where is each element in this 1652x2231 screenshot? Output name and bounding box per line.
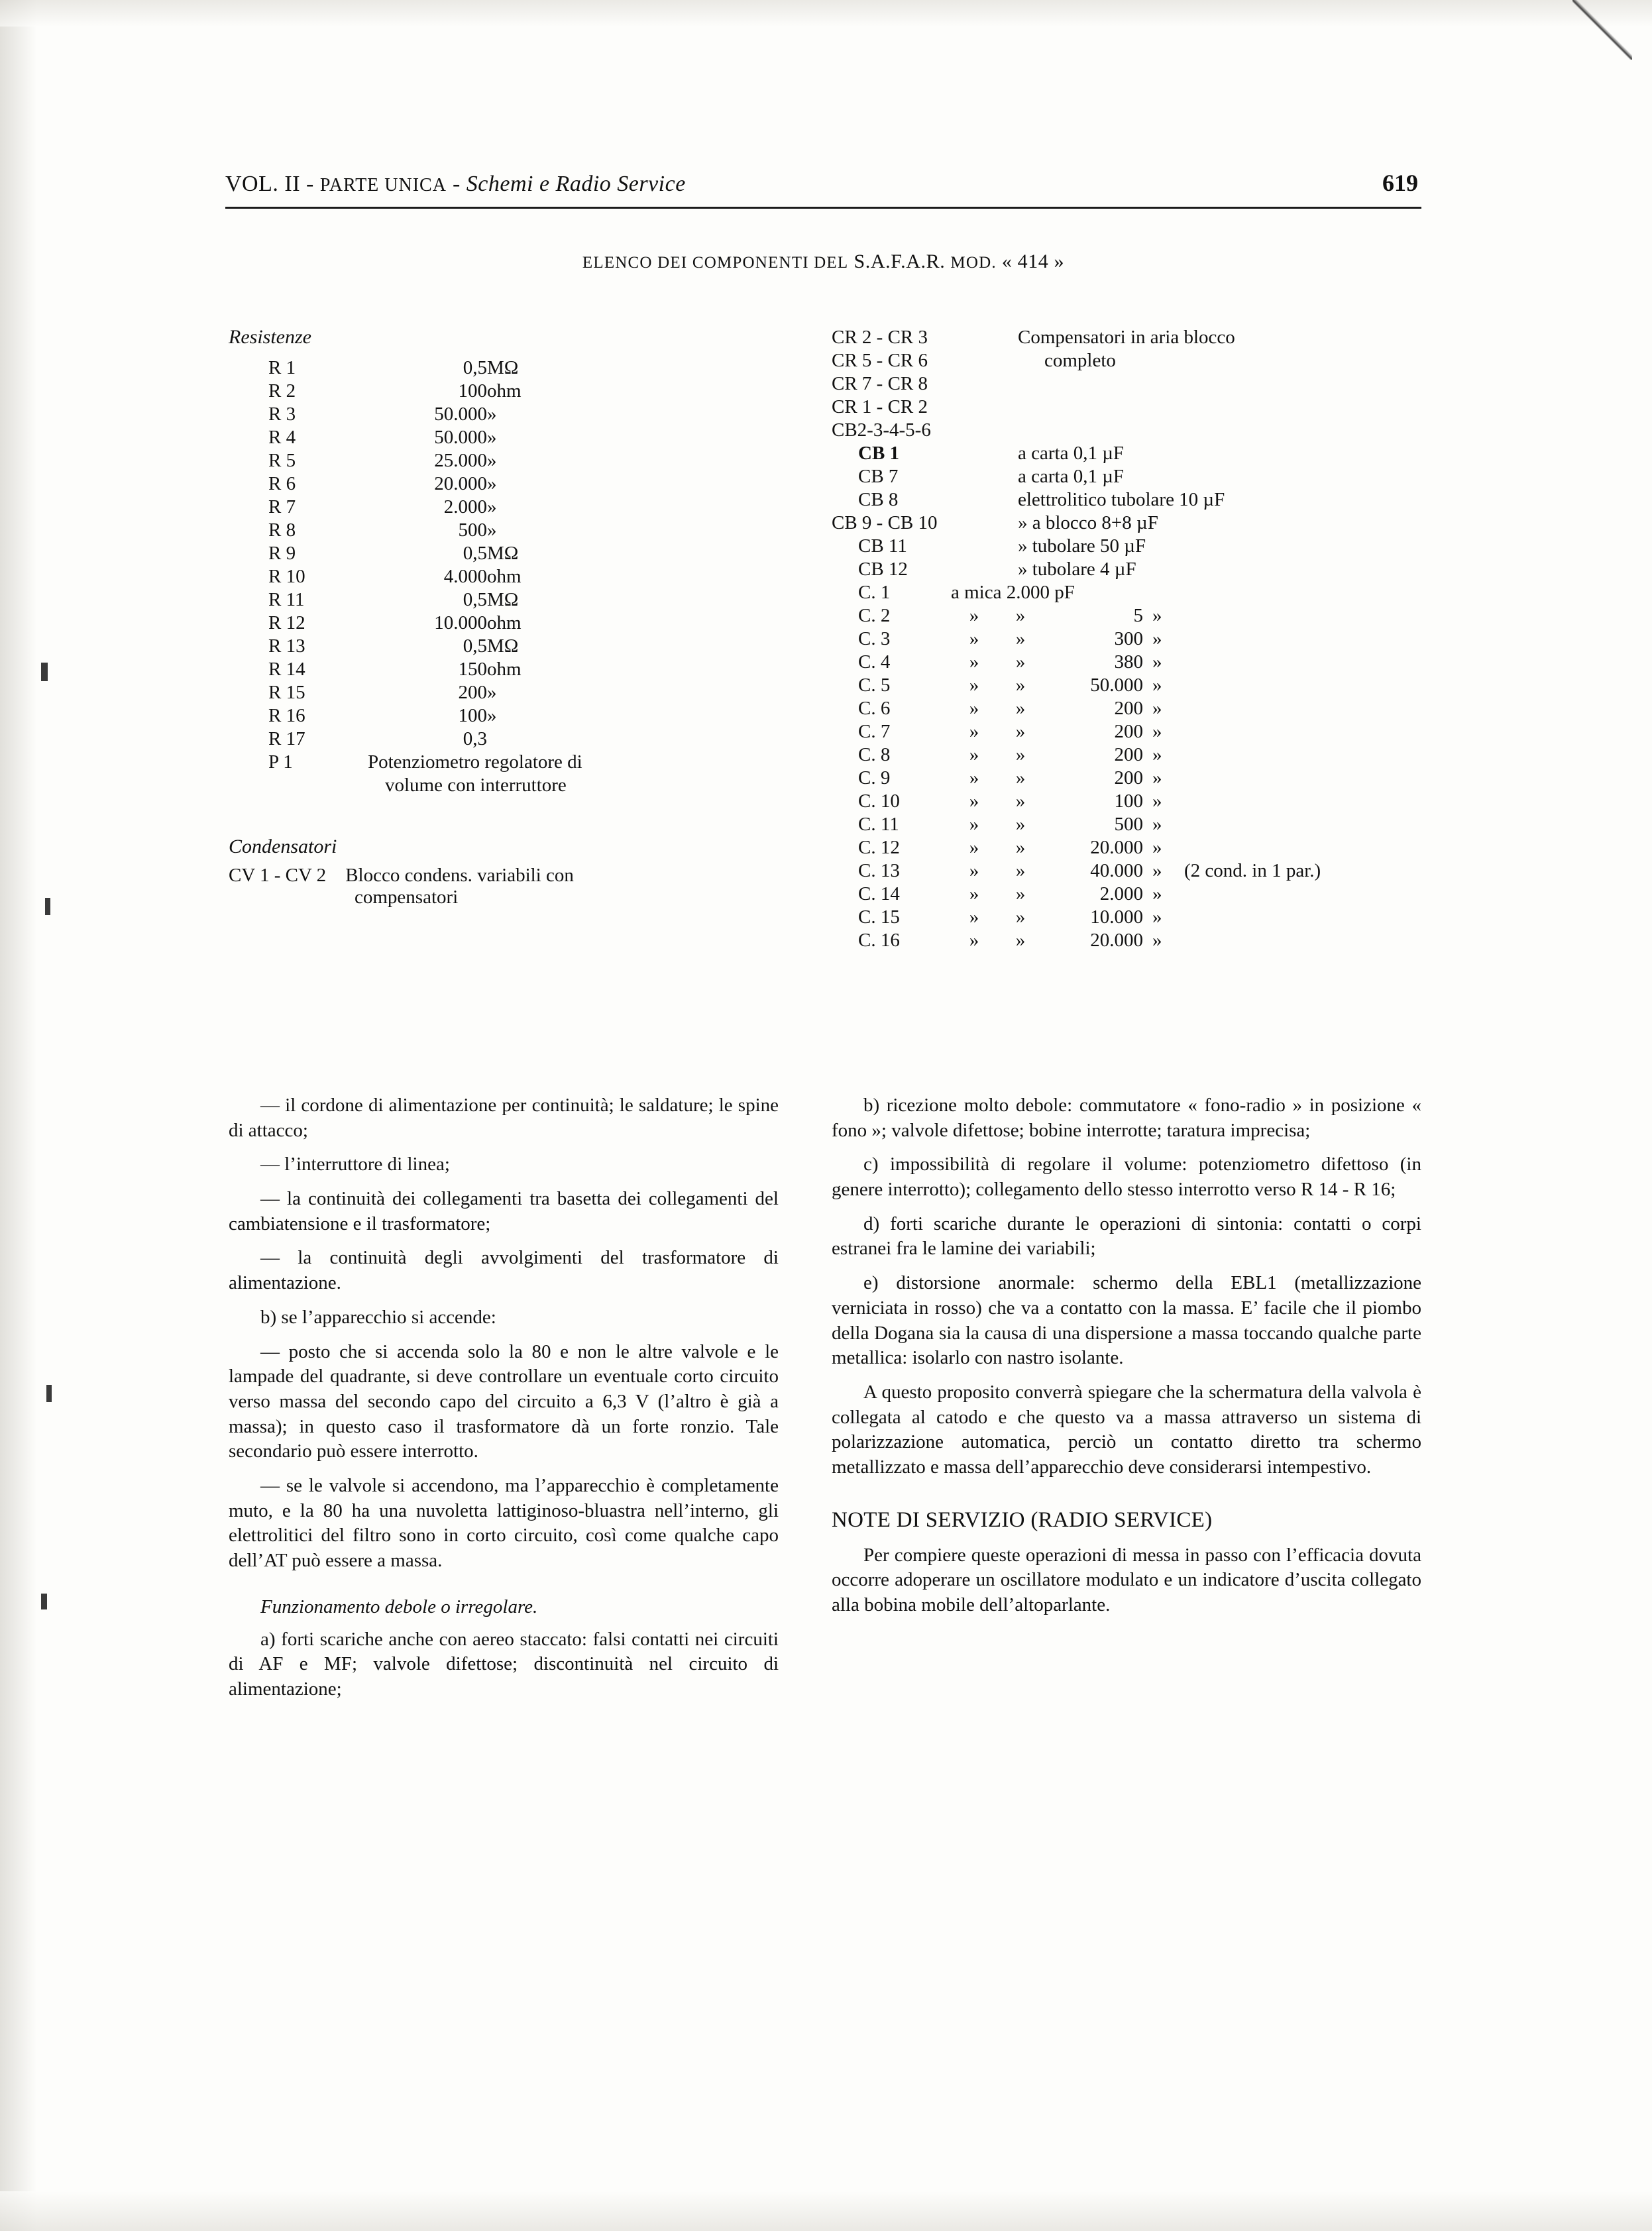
cr-cb-table (832, 326, 1235, 581)
margin-speck (46, 1385, 52, 1402)
part-ref: R 6 (268, 473, 296, 494)
part-ref: R 8 (268, 519, 296, 541)
table-row (268, 403, 582, 426)
paragraph: — l’interruttore di linea; (260, 1154, 450, 1175)
ditto-mark-2: » (1015, 744, 1026, 765)
paragraph: — la continuità degli avvolgimenti del trasformatore di alimentazione. (229, 1247, 779, 1294)
part-value: 500 (1114, 814, 1143, 835)
part-unit: » (1152, 651, 1162, 673)
ditto-mark-2: » (1015, 698, 1026, 719)
paragraph: — se le valvole si accendono, ma l’apparecchio è completamente muto, e la 80 ha una nuvoletta lattiginoso-bluastra nell’interno, gli elettrolitici del filtro sono in corto circuito, così come qualche capo dell’AT può essere a massa. (229, 1474, 779, 1571)
part-ref: CR 7 - CR 8 (832, 373, 928, 394)
ditto-mark-2: » (1015, 906, 1026, 928)
table-row (268, 612, 582, 635)
right-text-column (832, 1093, 1421, 1627)
part-unit: » (487, 682, 497, 703)
note-di-servizio-heading: NOTE DI SERVIZIO (RADIO SERVICE) (832, 1507, 1213, 1532)
ditto-mark-2: » (1015, 721, 1026, 742)
part-ref: C. 3 (858, 628, 891, 649)
part-unit: » (487, 473, 497, 494)
part-unit: » (1152, 906, 1162, 928)
part-value: 4.000 (443, 566, 487, 587)
part-ref: R 2 (268, 380, 296, 402)
part-ref: CR 5 - CR 6 (832, 350, 928, 371)
part-value: 500 (458, 519, 487, 541)
part-unit: » (1152, 605, 1162, 626)
part-ref: C. 12 (858, 837, 900, 858)
table-row (832, 859, 1321, 883)
left-text-column (229, 1093, 779, 1712)
ditto-mark-2: » (1015, 930, 1026, 951)
part-value: 50.000 (434, 427, 487, 448)
part-ref: CR 2 - CR 3 (832, 327, 928, 348)
table-row (832, 396, 1235, 419)
part-unit: » (1152, 628, 1162, 649)
c-capacitor-table (832, 581, 1321, 952)
table-row (268, 426, 582, 449)
part-description (1014, 372, 1235, 396)
part-unit: » (1152, 767, 1162, 789)
ditto-mark-1: » (969, 744, 979, 765)
table-row (268, 542, 582, 565)
paragraph: a) forti scariche anche con aereo staccato: falsi contatti nei circuiti di AF e MF; valvole difettose; discontinuità nel circuito di alimentazione; (229, 1628, 779, 1700)
ditto-mark-1: » (969, 628, 979, 649)
table-row (832, 372, 1235, 396)
page-number: 619 (1382, 170, 1418, 196)
cv-desc-1: Blocco condens. variabili con (345, 865, 574, 886)
part-ref: R 1 (268, 357, 296, 378)
part-value: 0,5 (463, 589, 487, 610)
table-row (832, 627, 1321, 651)
part-ref: R 4 (268, 427, 296, 448)
ditto-mark-2: » (1015, 628, 1026, 649)
table-row (832, 767, 1321, 790)
part-value: 100 (458, 705, 487, 726)
ditto-mark-1: » (969, 698, 979, 719)
cv-desc-2: compensatori (355, 887, 459, 908)
part-unit (487, 728, 582, 751)
resistenze-heading: Resistenze (229, 326, 311, 348)
part-description: » a blocco 8+8 µF (1018, 512, 1158, 533)
table-row (832, 349, 1235, 372)
ditto-mark-1: » (969, 930, 979, 951)
condensatori-block (229, 836, 779, 908)
part-note (1179, 883, 1321, 906)
header-rule (225, 207, 1421, 209)
part-ref: C. 13 (858, 860, 900, 881)
part-value: 200 (458, 682, 487, 703)
table-row (268, 472, 582, 496)
table-row (832, 326, 1235, 349)
part-value: 20.000 (434, 473, 487, 494)
part-value: 0,3 (463, 728, 487, 749)
resistenze-table (268, 356, 582, 797)
ditto-mark-2: » (1015, 883, 1026, 904)
part-ref: R 14 (268, 659, 305, 680)
list-title-prefix: ELENCO DEI COMPONENTI DEL (582, 254, 849, 272)
table-row (832, 581, 1321, 604)
part-note (1179, 743, 1321, 767)
part-unit: » (1152, 698, 1162, 719)
paragraph: — la continuità dei collegamenti tra basetta dei collegamenti del cambiatensione e il trasformatore; (229, 1188, 779, 1234)
table-row (268, 356, 582, 380)
ditto-mark-1: » (969, 837, 979, 858)
margin-speck (41, 663, 48, 681)
paragraph: — il cordone di alimentazione per continuità; le saldature; le spine di attacco; (229, 1095, 779, 1141)
paragraph: b) se l’apparecchio si accende: (260, 1306, 496, 1328)
part-description: a carta 0,1 µF (1018, 443, 1125, 464)
part-note (1179, 627, 1321, 651)
paragraph: Per compiere queste operazioni di messa in passo con l’efficacia dovuta occorre adoperare un oscillatore modulato e un indicatore d’uscita collegato alla bobina mobile dell’altoparlante. (832, 1544, 1421, 1615)
table-row (832, 465, 1235, 488)
part-note (1179, 604, 1321, 627)
table-row (832, 604, 1321, 627)
part-ref: R 10 (268, 566, 305, 587)
part-value: 10.000 (1090, 906, 1143, 928)
part-description (1014, 396, 1235, 419)
part-description-cont: volume con interruttore (385, 775, 567, 796)
header-subtitle: Schemi e Radio Service (466, 172, 686, 196)
condensatori-heading: Condensatori (229, 836, 337, 857)
part-ref: C. 8 (858, 744, 891, 765)
scan-corner-mark (1572, 0, 1632, 60)
part-unit: ohm (487, 380, 522, 402)
part-value: 5 (1133, 605, 1143, 626)
part-ref: C. 2 (858, 605, 891, 626)
list-title-model: S.A.F.A.R. (854, 250, 946, 272)
table-row (832, 929, 1321, 952)
table-row (832, 743, 1321, 767)
part-ref: CB 9 - CB 10 (832, 512, 938, 533)
ditto-mark-2: » (1015, 837, 1026, 858)
table-row (268, 681, 582, 704)
table-row (268, 565, 582, 588)
part-unit: ohm (487, 566, 522, 587)
part-ref: CB 7 (858, 466, 899, 487)
part-ref: CB 11 (858, 535, 907, 557)
part-ref: C. 1 (858, 582, 891, 603)
part-note (1179, 790, 1321, 813)
table-row (832, 790, 1321, 813)
part-ref: C. 7 (858, 721, 891, 742)
table-row (268, 449, 582, 472)
part-description: elettrolitico tubolare 10 µF (1018, 489, 1225, 510)
ditto-mark-2: » (1015, 675, 1026, 696)
part-unit: » (487, 519, 497, 541)
part-value: 380 (1114, 651, 1143, 673)
table-row (268, 728, 582, 751)
part-value: 10.000 (434, 612, 487, 633)
part-ref: CR 1 - CR 2 (832, 396, 928, 417)
table-row (832, 535, 1235, 558)
part-ref: C. 4 (858, 651, 891, 673)
part-ref: P 1 (268, 751, 293, 773)
part-value: 100 (458, 380, 487, 402)
part-value: 50.000 (434, 404, 487, 425)
paragraph: — posto che si accenda solo la 80 e non le altre valvole e le lampade del quadrante, si deve controllare un eventuale corto circuito verso massa del secondo capo del circuito a 6,3 V (l’altro è già a massa); in questo caso il trasformatore dà un forte ronzio. Tale secondario può essere interrotto. (229, 1340, 779, 1462)
part-unit: MΩ (487, 589, 519, 610)
ditto-mark-1: » (969, 675, 979, 696)
part-unit: ohm (487, 659, 522, 680)
ditto-mark-2: » (1015, 651, 1026, 673)
part-note: (2 cond. in 1 par.) (1184, 860, 1321, 881)
table-row (832, 651, 1321, 674)
ditto-mark-2: » (1015, 605, 1026, 626)
part-ref: C. 5 (858, 675, 891, 696)
table-row (268, 635, 582, 658)
part-note (1179, 720, 1321, 743)
table-row (832, 488, 1235, 512)
part-value: 200 (1114, 721, 1143, 742)
part-value: 200 (1114, 744, 1143, 765)
part-unit: » (1152, 675, 1162, 696)
table-row (268, 774, 582, 797)
table-row (832, 419, 1235, 442)
table-row (268, 588, 582, 612)
table-row (832, 883, 1321, 906)
ditto-mark-2: » (1015, 814, 1026, 835)
part-ref: C. 6 (858, 698, 891, 719)
part-ref: CB 12 (858, 559, 908, 580)
part-unit: » (1152, 721, 1162, 742)
header-parte: PARTE UNICA (319, 175, 447, 195)
left-parts-column (229, 326, 779, 908)
table-row (832, 442, 1235, 465)
part-ref: R 17 (268, 728, 305, 749)
ditto-mark-1: » (969, 721, 979, 742)
part-note (1179, 929, 1321, 952)
part-value: 150 (458, 659, 487, 680)
scan-edge-left (0, 0, 37, 2231)
table-row (832, 558, 1235, 581)
part-description (1014, 419, 1235, 442)
ditto-mark-2: » (1015, 790, 1026, 812)
part-value: 2.000 (1099, 883, 1143, 904)
table-row (268, 704, 582, 728)
part-ref: C. 11 (858, 814, 899, 835)
ditto-mark-1: » (969, 790, 979, 812)
part-unit: MΩ (487, 543, 519, 564)
part-note (1179, 906, 1321, 929)
ditto-mark-1: » (969, 860, 979, 881)
paragraph: e) distorsione anormale: schermo della EBL1 (metallizzazione verniciata in rosso) che va a contatto con la massa. E’ facile che il piombo della Dogana sia la causa di una dispersione a massa toccando qualche parte metallica: isolarlo con nastro isolante. (832, 1272, 1421, 1369)
ditto-mark-1: » (969, 883, 979, 904)
part-ref: R 5 (268, 450, 296, 471)
part-description: a carta 0,1 µF (1018, 466, 1125, 487)
ditto-mark-1: » (969, 906, 979, 928)
table-row (268, 751, 582, 774)
part-unit: » (1152, 930, 1162, 951)
ditto-mark-2: » (1015, 767, 1026, 789)
paragraph: b) ricezione molto debole: commutatore « fono-radio » in posizione « fono »; valvole difettose; bobine interrotte; taratura imprecisa; (832, 1095, 1421, 1141)
list-title-mod-value: « 414 » (1001, 250, 1065, 272)
part-ref: R 12 (268, 612, 305, 633)
part-note (1179, 697, 1321, 720)
part-value: 200 (1114, 698, 1143, 719)
part-description: completo (1044, 350, 1116, 371)
part-value: 25.000 (434, 450, 487, 471)
part-unit: » (487, 496, 497, 517)
part-unit: » (1152, 837, 1162, 858)
table-row (268, 658, 582, 681)
paragraph: c) impossibilità di regolare il volume: potenziometro difettoso (in genere interrotto); collegamento dello stesso interrotto verso R 14 - R 16; (832, 1154, 1421, 1201)
header-vol: VOL. II (225, 172, 301, 196)
table-row (268, 380, 582, 403)
part-value: 100 (1114, 790, 1143, 812)
margin-speck (45, 898, 50, 915)
part-unit: » (1152, 744, 1162, 765)
table-row (832, 906, 1321, 929)
subheading-funzionamento: Funzionamento debole o irregolare. (260, 1596, 538, 1617)
table-row (832, 836, 1321, 859)
header-sep-2: - (452, 172, 461, 196)
part-unit: » (487, 450, 497, 471)
components-list-title (225, 250, 1421, 273)
ditto-mark-1: » (969, 767, 979, 789)
part-ref: R 11 (268, 589, 305, 610)
table-row (832, 674, 1321, 697)
table-row (832, 697, 1321, 720)
part-value: 2.000 (443, 496, 487, 517)
part-ref: C. 9 (858, 767, 891, 789)
part-description: » tubolare 4 µF (1018, 559, 1136, 580)
part-value: 20.000 (1090, 930, 1143, 951)
part-note (1179, 813, 1321, 836)
part-value: 0,5 (463, 635, 487, 657)
scan-edge-top (0, 0, 1652, 27)
part-note (1179, 767, 1321, 790)
ditto-mark-1: » (969, 651, 979, 673)
part-value: 0,5 (463, 543, 487, 564)
part-ref: C. 15 (858, 906, 900, 928)
list-title-mod-word: MOD. (950, 254, 997, 272)
part-unit: » (1152, 814, 1162, 835)
part-unit: » (1152, 883, 1162, 904)
part-ref: C. 10 (858, 790, 900, 812)
paragraph: d) forti scariche durante le operazioni di sintonia: contatti o corpi estranei fra le lamine dei variabili; (832, 1213, 1421, 1260)
ditto-mark-1: » (969, 605, 979, 626)
page-header (225, 169, 1418, 197)
right-parts-column (832, 326, 1421, 952)
part-unit: MΩ (487, 357, 519, 378)
part-value: 300 (1114, 628, 1143, 649)
part-note (1179, 651, 1321, 674)
cv-ref: CV 1 - CV 2 (229, 865, 327, 886)
part-description: a mica 2.000 pF (951, 582, 1075, 603)
table-row (268, 519, 582, 542)
part-unit: » (1152, 860, 1162, 881)
part-ref: C. 14 (858, 883, 900, 904)
part-ref: CB2-3-4-5-6 (832, 419, 931, 441)
part-ref: R 16 (268, 705, 305, 726)
cv-line (229, 865, 779, 887)
paragraph: A questo proposito converrà spiegare che la schermatura della valvola è collegata al catodo e che questo va a massa attraverso un sistema di polarizzazione automatica, perciò un contatto diretto tra schermo metallizzato e massa dell’apparecchio deve considerarsi intempestivo. (832, 1381, 1421, 1478)
header-title (225, 172, 686, 197)
part-unit: » (487, 404, 497, 425)
table-row (832, 720, 1321, 743)
part-ref: C. 16 (858, 930, 900, 951)
table-row (268, 496, 582, 519)
part-ref: CB 8 (858, 489, 899, 510)
ditto-mark-1: » (969, 814, 979, 835)
part-description: Compensatori in aria blocco (1018, 327, 1235, 348)
part-unit: » (487, 705, 497, 726)
margin-speck (41, 1594, 47, 1609)
part-value: 200 (1114, 767, 1143, 789)
part-note (1179, 836, 1321, 859)
part-value: 20.000 (1090, 837, 1143, 858)
part-value: 40.000 (1090, 860, 1143, 881)
table-row (832, 813, 1321, 836)
part-description: » tubolare 50 µF (1018, 535, 1146, 557)
part-unit: ohm (487, 612, 522, 633)
part-unit: » (487, 427, 497, 448)
part-value: 0,5 (463, 357, 487, 378)
scan-edge-bottom (0, 2191, 1652, 2231)
part-unit: MΩ (487, 635, 519, 657)
part-description: Potenziometro regolatore di (368, 751, 582, 773)
part-ref: R 7 (268, 496, 296, 517)
part-ref: R 13 (268, 635, 305, 657)
part-note (1179, 674, 1321, 697)
part-unit: » (1152, 790, 1162, 812)
part-ref: CB 1 (858, 443, 900, 464)
part-ref: R 3 (268, 404, 296, 425)
part-ref: R 9 (268, 543, 296, 564)
ditto-mark-2: » (1015, 860, 1026, 881)
header-sep-1: - (306, 172, 314, 196)
part-ref: R 15 (268, 682, 305, 703)
table-row (832, 512, 1235, 535)
part-value: 50.000 (1090, 675, 1143, 696)
